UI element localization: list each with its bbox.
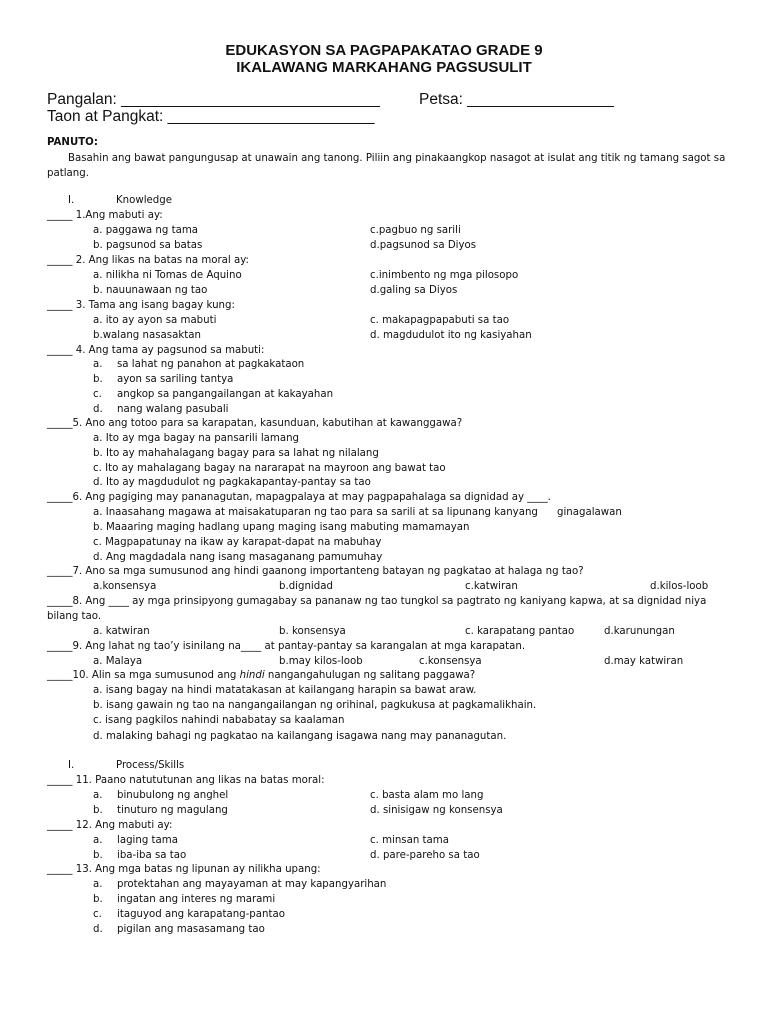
question-1-option-c: c.pagbuo ng sarili bbox=[370, 225, 461, 236]
question-4-option-d: nang walang pasubali bbox=[117, 404, 229, 415]
question-10-option-c: c. isang pagkilos nahindi nababatay sa kaalaman bbox=[93, 715, 345, 726]
question-13-option-c: itaguyod ang karapatang-pantao bbox=[117, 909, 285, 920]
question-5-stem: _____5. Ano ang totoo para sa karapatan, kasunduan, kabutihan at kawanggawa? bbox=[47, 418, 463, 429]
question-4-option-c: angkop sa pangangailangan at kakayahan bbox=[117, 389, 334, 400]
question-12-option-d: d. pare-pareho sa tao bbox=[370, 850, 480, 861]
question-7-option-a: a.konsensya bbox=[93, 581, 157, 592]
section-field-label: Taon at Pangkat: ________________________ bbox=[47, 108, 375, 125]
question-11-option-d: d. sinisigaw ng konsensya bbox=[370, 805, 503, 816]
question-5-option-a: a. Ito ay mga bagay na pansarili lamang bbox=[93, 433, 299, 444]
question-3-option-b: b.walang nasasaktan bbox=[93, 330, 201, 341]
name-field-label: Pangalan: ______________________________ bbox=[47, 91, 380, 108]
question-11-option-c: c. basta alam mo lang bbox=[370, 790, 484, 801]
question-8-option-d: d.karunungan bbox=[604, 626, 675, 637]
question-12-option-c: c. minsan tama bbox=[370, 835, 449, 846]
question-8-stem-continued: bilang tao. bbox=[47, 611, 102, 622]
question-7-stem: _____7. Ano sa mga sumusunod ang hindi gaanong importanteng batayan ng pagkatao at halaga ng tao? bbox=[47, 566, 584, 577]
question-12-option-a: laging tama bbox=[117, 835, 178, 846]
question-9-option-c: c.konsensya bbox=[419, 656, 482, 667]
question-10-option-b: b. isang gawain ng tao na nangangailangan ng orihinal, pagkukusa at pagkamalikhain. bbox=[93, 700, 537, 711]
section-numeral: I. bbox=[68, 760, 75, 771]
question-1-stem: _____ 1.Ang mabuti ay: bbox=[47, 210, 163, 221]
question-8-stem: _____8. Ang ____ ay mga prinsipyong gumagabay sa pananaw ng tao tungkol sa pagtrato ng kaniyang kapwa, at sa dignidad niya bbox=[47, 596, 707, 607]
question-9-option-a: a. Malaya bbox=[93, 656, 143, 667]
question-11-option-a: binubulong ng anghel bbox=[117, 790, 229, 801]
question-12-option-b-letter: b. bbox=[93, 850, 103, 861]
date-field-label: Petsa: _________________ bbox=[419, 91, 614, 108]
question-12-stem: _____ 12. Ang mabuti ay: bbox=[47, 820, 173, 831]
question-10-option-a: a. isang bagay na hindi matatakasan at kailangang harapin sa bawat araw. bbox=[93, 685, 477, 696]
question-10-option-d: d. malaking bahagi ng pagkatao na kailangang isagawa nang may pananagutan. bbox=[93, 731, 507, 742]
question-4-option-a: sa lahat ng panahon at pagkakataon bbox=[117, 359, 305, 370]
question-8-option-a: a. katwiran bbox=[93, 626, 150, 637]
question-4-option-a-letter: a. bbox=[93, 359, 103, 370]
question-3-stem: _____ 3. Tama ang isang bagay kung: bbox=[47, 300, 235, 311]
question-10-stem-start: _____10. Alin sa mga sumusunod ang bbox=[47, 670, 240, 681]
question-10-stem bbox=[47, 670, 475, 682]
question-11-option-a-letter: a. bbox=[93, 790, 103, 801]
question-12-option-b: iba-iba sa tao bbox=[117, 850, 187, 861]
question-3-option-a: a. ito ay ayon sa mabuti bbox=[93, 315, 217, 326]
question-7-option-c: c.katwiran bbox=[465, 581, 518, 592]
instructions-text: Basahin ang bawat pangungusap at unawain ang tanong. Piliin ang pinakaangkop nasagot at isulat ang titik ng tamang sagot sa patlang. bbox=[47, 153, 726, 179]
question-5-option-d: d. Ito ay magdudulot ng pagkakapantay-pantay sa tao bbox=[93, 477, 371, 488]
question-4-option-b-letter: b. bbox=[93, 374, 103, 385]
question-10-stem-end: nangangahulugan ng salitang paggawa? bbox=[264, 670, 476, 681]
question-10-stem-emphasis: hindi bbox=[239, 670, 265, 681]
question-2-option-d: d.galing sa Diyos bbox=[370, 285, 458, 296]
question-4-stem: _____ 4. Ang tama ay pagsunod sa mabuti: bbox=[47, 345, 265, 356]
question-2-option-c: c.inimbento ng mga pilosopo bbox=[370, 270, 519, 281]
question-7-option-b: b.dignidad bbox=[279, 581, 333, 592]
question-9-stem: _____9. Ang lahat ng tao’y isinilang na____ at pantay-pantay sa karangalan at mga karapatan. bbox=[47, 641, 526, 652]
section-title-process-skills: Process/Skills bbox=[116, 760, 185, 771]
question-13-option-c-letter: c. bbox=[93, 909, 102, 920]
question-13-stem: _____ 13. Ang mga batas ng lipunan ay nilikha upang: bbox=[47, 864, 321, 875]
question-6-stem: _____6. Ang pagiging may pananagutan, mapagpalaya at may pagpapahalaga sa dignidad ay ____. bbox=[47, 492, 551, 503]
question-13-option-b: ingatan ang interes ng marami bbox=[117, 894, 276, 905]
question-13-option-d-letter: d. bbox=[93, 924, 103, 935]
question-6-option-a: a. Inaasahang magawa at maisakatuparan ng tao para sa sarili at sa lipunang kanyang bbox=[93, 507, 538, 518]
question-6-option-d: d. Ang magdadala nang isang masaganang pamumuhay bbox=[93, 552, 383, 563]
question-11-option-b: tinuturo ng magulang bbox=[117, 805, 228, 816]
question-6-option-c: c. Magpapatunay na ikaw ay karapat-dapat na mabuhay bbox=[93, 537, 382, 548]
question-2-stem: _____ 2. Ang likas na batas na moral ay: bbox=[47, 255, 249, 266]
question-9-option-b: b.may kilos-loob bbox=[279, 656, 363, 667]
section-numeral: I. bbox=[68, 195, 75, 206]
question-4-option-b: ayon sa sariling tantya bbox=[117, 374, 234, 385]
question-7-option-d: d.kilos-loob bbox=[650, 581, 709, 592]
question-4-option-c-letter: c. bbox=[93, 389, 102, 400]
question-1-option-b: b. pagsunod sa batas bbox=[93, 240, 203, 251]
question-1-option-d: d.pagsunod sa Diyos bbox=[370, 240, 477, 251]
question-9-option-d: d.may katwiran bbox=[604, 656, 684, 667]
question-5-option-c: c. Ito ay mahalagang bagay na nararapat na mayroon ang bawat tao bbox=[93, 463, 446, 474]
question-11-stem: _____ 11. Paano natututunan ang likas na batas moral: bbox=[47, 775, 325, 786]
exam-title: EDUKASYON SA PAGPAPAKATAO GRADE 9 bbox=[225, 42, 543, 59]
question-4-option-d-letter: d. bbox=[93, 404, 103, 415]
question-3-option-c: c. makapagpapabuti sa tao bbox=[370, 315, 510, 326]
question-12-option-a-letter: a. bbox=[93, 835, 103, 846]
question-2-option-b: b. nauunawaan ng tao bbox=[93, 285, 208, 296]
question-2-option-a: a. nilikha ni Tomas de Aquino bbox=[93, 270, 242, 281]
question-8-option-c: c. karapatang pantao bbox=[465, 626, 575, 637]
question-13-option-a: protektahan ang mayayaman at may kapangyarihan bbox=[117, 879, 387, 890]
question-5-option-b: b. Ito ay mahahalagang bagay para sa lahat ng nilalang bbox=[93, 448, 379, 459]
instructions-heading: PANUTO: bbox=[47, 137, 98, 148]
question-3-option-d: d. magdudulot ito ng kasiyahan bbox=[370, 330, 532, 341]
exam-subtitle: IKALAWANG MARKAHANG PAGSUSULIT bbox=[236, 59, 532, 76]
question-13-option-b-letter: b. bbox=[93, 894, 103, 905]
question-8-option-b: b. konsensya bbox=[279, 626, 346, 637]
question-6-option-a-tail: ginagalawan bbox=[557, 507, 622, 518]
section-title-knowledge: Knowledge bbox=[116, 195, 173, 206]
question-6-option-b: b. Maaaring maging hadlang upang maging isang mabuting mamamayan bbox=[93, 522, 470, 533]
question-11-option-b-letter: b. bbox=[93, 805, 103, 816]
question-1-option-a: a. paggawa ng tama bbox=[93, 225, 198, 236]
question-13-option-a-letter: a. bbox=[93, 879, 103, 890]
question-13-option-d: pigilan ang masasamang tao bbox=[117, 924, 265, 935]
